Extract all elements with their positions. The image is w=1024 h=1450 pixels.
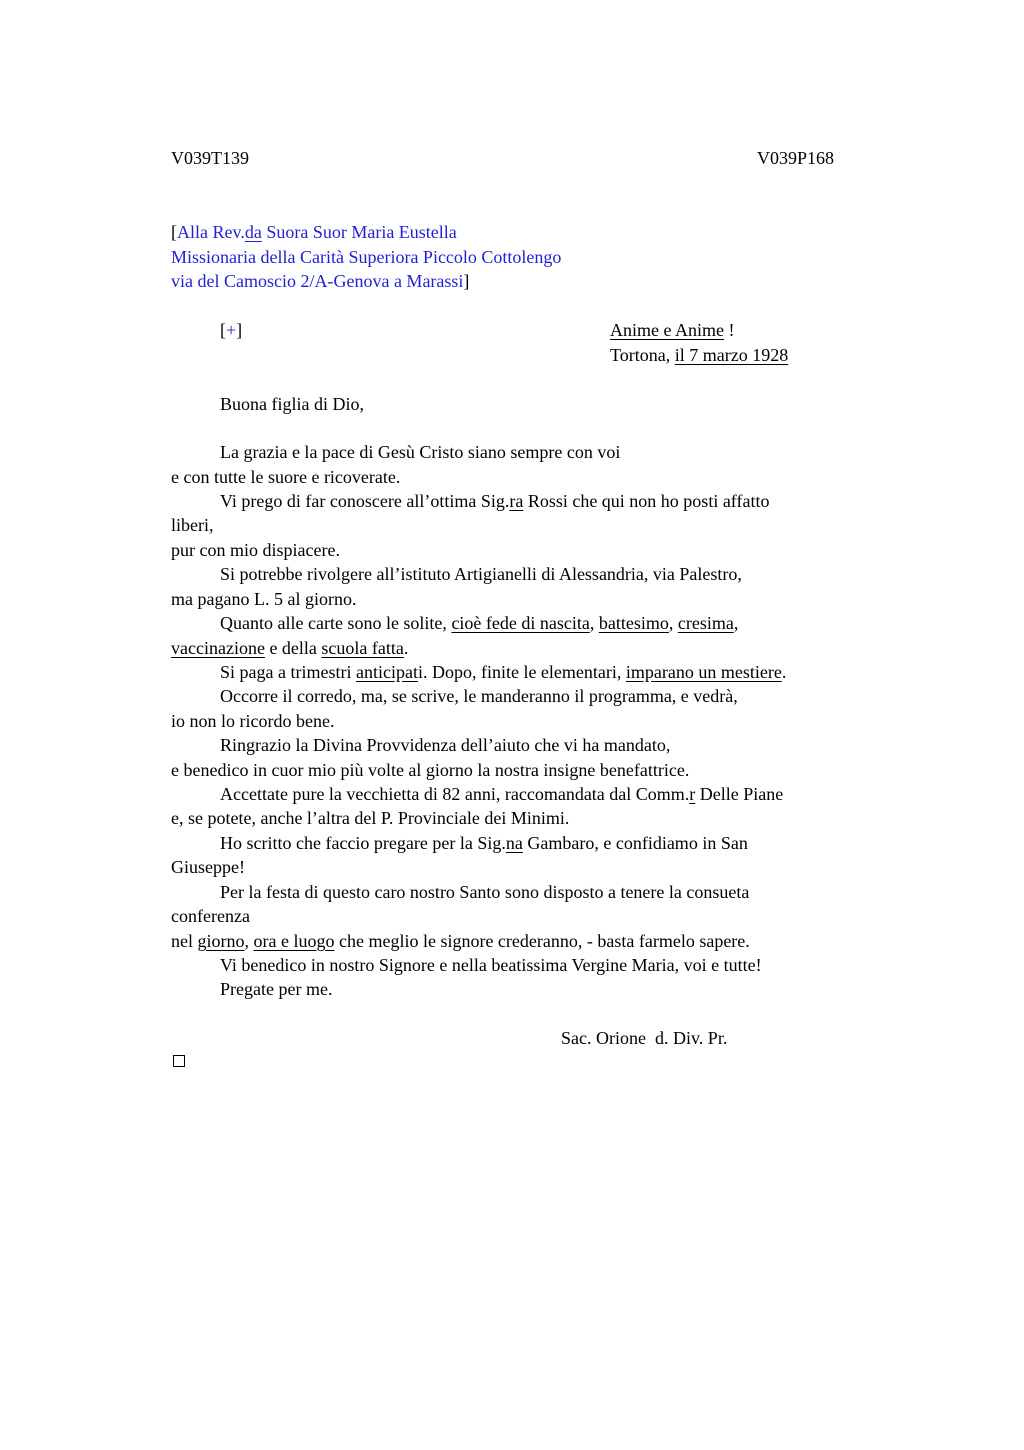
body-line: Ringrazio la Divina Provvidenza dell’aiuto che vi ha mandato, <box>220 735 671 755</box>
body-line: Quanto alle carte sono le solite, cioè fede di nascita, battesimo, cresima, <box>220 613 739 633</box>
signature: Sac. Orione d. Div. Pr. <box>561 1028 728 1048</box>
address-line-2: Missionaria della Carità Superiora Piccolo Cottolengo <box>171 247 562 267</box>
address-line-1: [Alla Rev.da Suora Suor Maria Eustella <box>171 222 457 242</box>
cross-mark: [+] <box>220 320 243 340</box>
body-line: Accettate pure la vecchietta di 82 anni, raccomandata dal Comm.r Delle Piane <box>220 784 784 804</box>
body-line: conferenza <box>171 906 250 926</box>
body-line: La grazia e la pace di Gesù Cristo siano sempre con voi <box>220 442 621 462</box>
body-line: Ho scritto che faccio pregare per la Sig.na Gambaro, e confidiamo in San <box>220 833 748 853</box>
body-line: Pregate per me. <box>220 979 333 999</box>
body-line: nel giorno, ora e luogo che meglio le signore crederanno, - basta farmelo sapere. <box>171 931 750 951</box>
body-line: Giuseppe! <box>171 857 245 877</box>
body-line: e, se potete, anche l’altra del P. Provinciale dei Minimi. <box>171 808 570 828</box>
body-line: io non lo ricordo bene. <box>171 711 335 731</box>
greeting: Buona figlia di Dio, <box>220 394 364 414</box>
body-line: ma pagano L. 5 al giorno. <box>171 589 357 609</box>
document-code-left: V039T139 <box>171 148 249 168</box>
body-line: Occorre il corredo, ma, se scrive, le manderanno il programma, e vedrà, <box>220 686 738 706</box>
document-code-right: V039P168 <box>757 148 835 168</box>
place-date: Tortona, il 7 marzo 1928 <box>610 345 789 365</box>
end-box-icon <box>173 1055 185 1067</box>
body-line: Vi prego di far conoscere all’ottima Sig.ra Rossi che qui non ho posti affatto <box>220 491 770 511</box>
body-line: Per la festa di questo caro nostro Santo sono disposto a tenere la consueta <box>220 882 750 902</box>
body-line: Vi benedico in nostro Signore e nella beatissima Vergine Maria, voi e tutte! <box>220 955 762 975</box>
body-line: pur con mio dispiacere. <box>171 540 340 560</box>
body-line: e benedico in cuor mio più volte al giorno la nostra insigne benefattrice. <box>171 760 690 780</box>
body-line: Si paga a trimestri anticipati. Dopo, finite le elementari, imparano un mestiere. <box>220 662 787 682</box>
body-line: e con tutte le suore e ricoverate. <box>171 467 401 487</box>
address-line-3: via del Camoscio 2/A-Genova a Marassi] <box>171 271 470 291</box>
motto: Anime e Anime ! <box>610 320 735 340</box>
body-line: vaccinazione e della scuola fatta. <box>171 638 409 658</box>
body-line: Si potrebbe rivolgere all’istituto Artigianelli di Alessandria, via Palestro, <box>220 564 742 584</box>
body-line: liberi, <box>171 515 214 535</box>
